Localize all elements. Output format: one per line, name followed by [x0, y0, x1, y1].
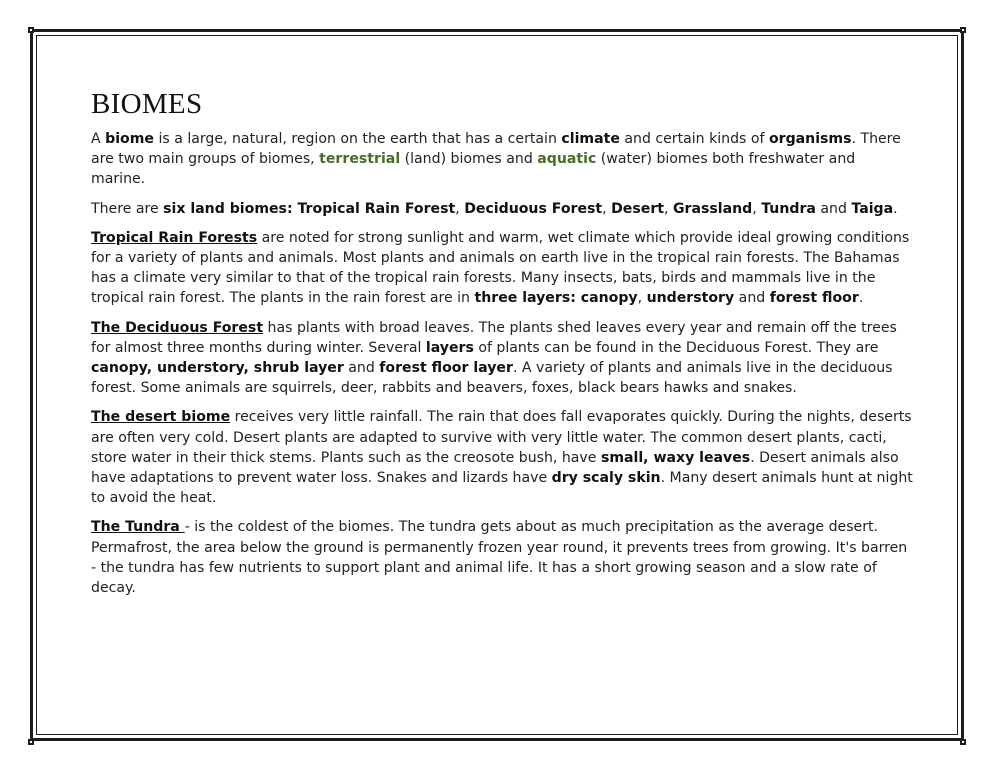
text: . Many desert animals hunt at night to avoid the heat.	[91, 470, 913, 507]
paragraph-tundra	[91, 517, 913, 598]
paragraph-deciduous-forest	[91, 318, 913, 399]
text: . Desert animals also have adaptations to prevent water loss. Snakes and lizards have	[91, 449, 899, 487]
term-three-layers: three layers: canopy	[474, 290, 638, 307]
text: ,	[637, 290, 647, 307]
term-deciduous-forest: Deciduous Forest	[464, 200, 603, 217]
border-corner-bottom-right	[960, 739, 966, 745]
text: are noted for strong sunlight and warm, wet climate which provide ideal growing conditions for a variety of plants and animals. Most plants and animals on earth live in the tropical rain forests. The Bahamas has a climate very similar to that of the tropical rain forests. Many insects, bats, birds and mammals live in the tropical rain forest. The plants in the rain forest are in	[91, 229, 910, 307]
term-dry-scaly-skin: dry scaly skin	[551, 470, 661, 487]
paragraph-tropical-rain-forests	[91, 228, 913, 309]
heading-tropical-rain-forests: Tropical Rain Forests	[91, 229, 258, 246]
text: . A variety of plants and animals live in the deciduous forest. Some animals are squirrels, deer, rabbits and beavers, foxes, black bears hawks and snakes.	[91, 360, 893, 397]
text: of plants can be found in the Deciduous Forest. They are	[473, 339, 879, 356]
text: .	[858, 290, 864, 307]
term-layers: layers	[425, 339, 474, 356]
text: (water) biomes both freshwater and marine.	[91, 151, 856, 188]
term-grassland: Grassland	[672, 200, 753, 217]
text: and	[734, 290, 770, 307]
text: and	[815, 200, 852, 217]
text: has plants with broad leaves. The plants shed leaves every year and remain off the trees for almost three months during winter. Several	[91, 319, 897, 356]
text: and	[343, 360, 380, 377]
term-forest-floor: forest floor	[769, 290, 859, 307]
term-aquatic: aquatic	[537, 151, 597, 168]
text: ,	[664, 200, 673, 217]
text: is a large, natural, region on the earth that has a certain	[153, 131, 562, 147]
term-taiga: Taiga	[851, 200, 894, 217]
text: .	[893, 200, 898, 217]
text: ,	[455, 200, 465, 217]
border-corner-top-right	[960, 27, 966, 33]
paragraph-desert-biome	[91, 407, 913, 508]
text: receives very little rainfall. The rain that does fall evaporates quickly. During the nights, deserts are often very cold. Desert plants are adapted to survive with very little water. The common desert plants, cacti, store water in their thick stems. Plants such as the creosote bush, have	[91, 409, 912, 466]
term-canopy-understory-shrub: canopy, understory, shrub layer	[91, 360, 344, 377]
term-small-waxy-leaves: small, waxy leaves	[600, 449, 751, 466]
text: - is the coldest of the biomes. The tundra gets about as much precipitation as the average desert. Permafrost, the area below the ground is permanently frozen year round, it prevents trees from growing. It's barren - the tundra has few nutrients to support plant and animal life. It has a short growing season and a slow rate of decay.	[91, 519, 908, 597]
paragraph-biome-definition	[91, 129, 913, 190]
border-corner-top-left	[28, 27, 34, 33]
text: and certain kinds of	[619, 131, 769, 147]
paragraph-land-biomes	[91, 199, 913, 219]
term-tundra: Tundra	[761, 200, 816, 217]
term-organisms: organisms	[768, 131, 852, 147]
heading-deciduous-forest: The Deciduous Forest	[91, 319, 264, 336]
heading-tundra: The Tundra	[91, 519, 185, 536]
document-body	[91, 88, 913, 607]
term-six-land-biomes: six land biomes: Tropical Rain Forest	[163, 200, 456, 217]
text: (land) biomes and	[400, 151, 538, 168]
page-title: BIOMES	[91, 88, 203, 120]
term-understory: understory	[646, 290, 735, 307]
text: A	[91, 131, 106, 147]
text: . There are two main groups of biomes,	[91, 131, 901, 168]
term-climate: climate	[561, 131, 620, 147]
heading-desert-biome: The desert biome	[91, 409, 231, 426]
border-corner-bottom-left	[28, 739, 34, 745]
text: ,	[602, 200, 612, 217]
term-biome: biome	[105, 131, 154, 147]
text: There are	[91, 200, 164, 217]
term-terrestrial: terrestrial	[319, 151, 401, 168]
term-desert: Desert	[611, 200, 665, 217]
term-forest-floor-layer: forest floor layer	[379, 360, 513, 377]
text: ,	[752, 200, 762, 217]
